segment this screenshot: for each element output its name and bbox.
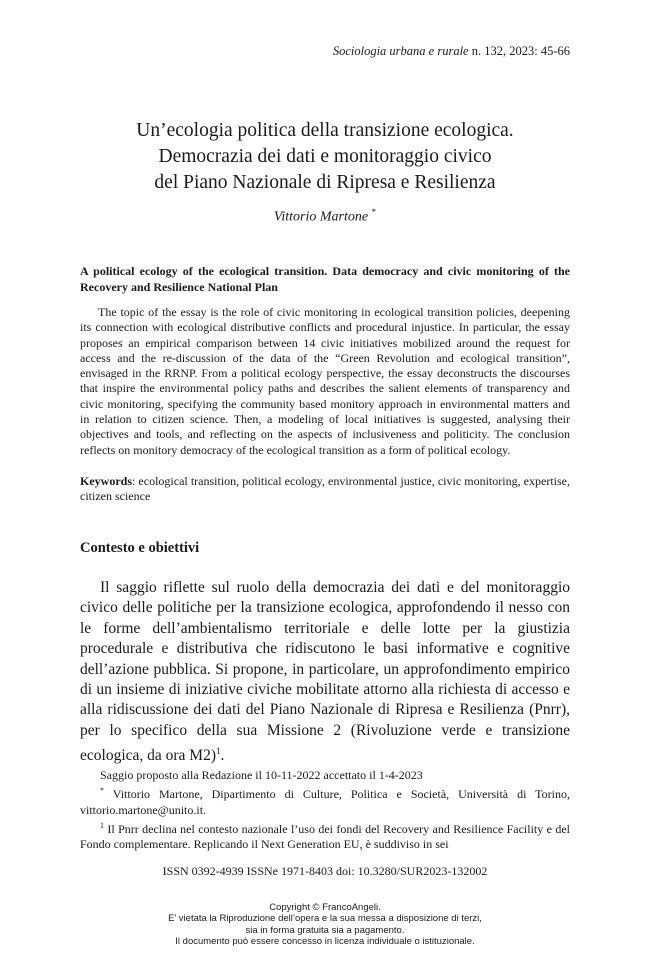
author-footnote-marker: * [371,207,377,217]
author-name: Vittorio Martone [273,209,369,225]
copyright-line-2: E’ vietata la Riproduzione dell’opera e la sua messa a disposizione di terzi, [168,913,482,925]
copyright-line-3: sia in forma gratuita sia a pagamento. [245,924,405,936]
article-title [60,118,590,196]
title-line-3: del Piano Nazionale di Ripresa e Resilienza [154,172,496,193]
title-line-2: Democrazia dei dati e monitoraggio civico [158,146,492,167]
footnote-ref-1: 1 [216,746,221,757]
author-note-marker: * [100,786,104,796]
copyright-line-4: Il documento può essere concesso in licenza individuale o istituzionale. [175,936,475,948]
footnotes [80,768,570,852]
submission-note: Saggio proposto alla Redazione il 10-11-2022 accettato il 1-4-2023 [100,768,423,782]
keywords [80,474,570,505]
title-line-1: Un’ecologia politica della transizione ecologica. [136,120,514,141]
copyright-notice [60,902,590,948]
keywords-label: Keywords [80,474,132,488]
body-paragraph-text: Il saggio riflette sul ruolo della democrazia dei dati e del monitoraggio civico delle politiche per la transizione ecologica, approfondendo il nesso con le forme dell’ambientalismo territoriale e delle lotte per la giustizia procedurale e distributiva che ridiscutono le basi informative e cognitive dell’azione pubblica. Si propone, in particolare, un approfondimento empirico di un insieme di iniziative civiche mobilitate attorno alla richiesta di accesso e alla ridiscussione dei dati del Piano Nazionale di Ripresa e Resilienza (Pnrr), per lo specifico della sua Missione 2 (Rivoluzione verde e transizione ecologica, da ora M2) [80,579,570,765]
author-affiliation-note [80,783,570,818]
author-line [60,207,590,226]
author-note-text: Vittorio Martone, Dipartimento di Culture, Politica e Società, Università di Torino, vittorio.martone@unito.it. [80,787,570,817]
section-heading: Contesto e obiettivi [80,540,200,556]
journal-issue: n. 132, 2023: 45-66 [468,44,570,58]
body-paragraph-end: . [220,747,225,765]
english-title: A political ecology of the ecological transition. Data democracy and civic monitoring of the Recovery and Resilience National Plan [80,264,570,294]
body-paragraph [80,578,570,767]
keywords-text: : ecological transition, political ecology, environmental justice, civic monitoring, expertise, citizen science [80,474,570,504]
copyright-line-1: Copyright © FrancoAngeli. [269,902,381,913]
journal-name: Sociologia urbana e rurale [332,44,469,58]
abstract: The topic of the essay is the role of civic monitoring in ecological transition policies, deepening its connection with ecological distributive conflicts and procedural injustice. In particular, the essay proposes an empirical comparison between 14 civic initiatives mobilized around the request for access and the re-discussion of the data of the “Green Revolution and ecological transition”, envisaged in the RRNP. From a political ecology perspective, the essay deconstructs the discourses that inspire the environmental policy paths and describes the salient elements of transparency and civic monitoring, specifying the community based monitory approach in environmental matters and in relation to citizen science. Then, a modeling of local initiatives is suggested, analysing their objectives and tools, and reflecting on the aspects of inclusiveness and politicity. The conclusion reflects on monitory democracy of the ecological transition as a form of political ecology. [80,305,570,457]
issn-doi-line: ISSN 0392-4939 ISSNe 1971-8403 doi: 10.3280/SUR2023-132002 [162,864,488,878]
running-head [333,44,570,59]
footnote-1-marker: 1 [100,820,104,830]
footnote-1-text: Il Pnrr declina nel contesto nazionale l’uso dei fondi del Recovery and Resilience Facility e del Fondo complementare. Replicando il Next Generation EU, è suddiviso in sei [80,821,570,852]
footnote-1 [80,818,570,853]
